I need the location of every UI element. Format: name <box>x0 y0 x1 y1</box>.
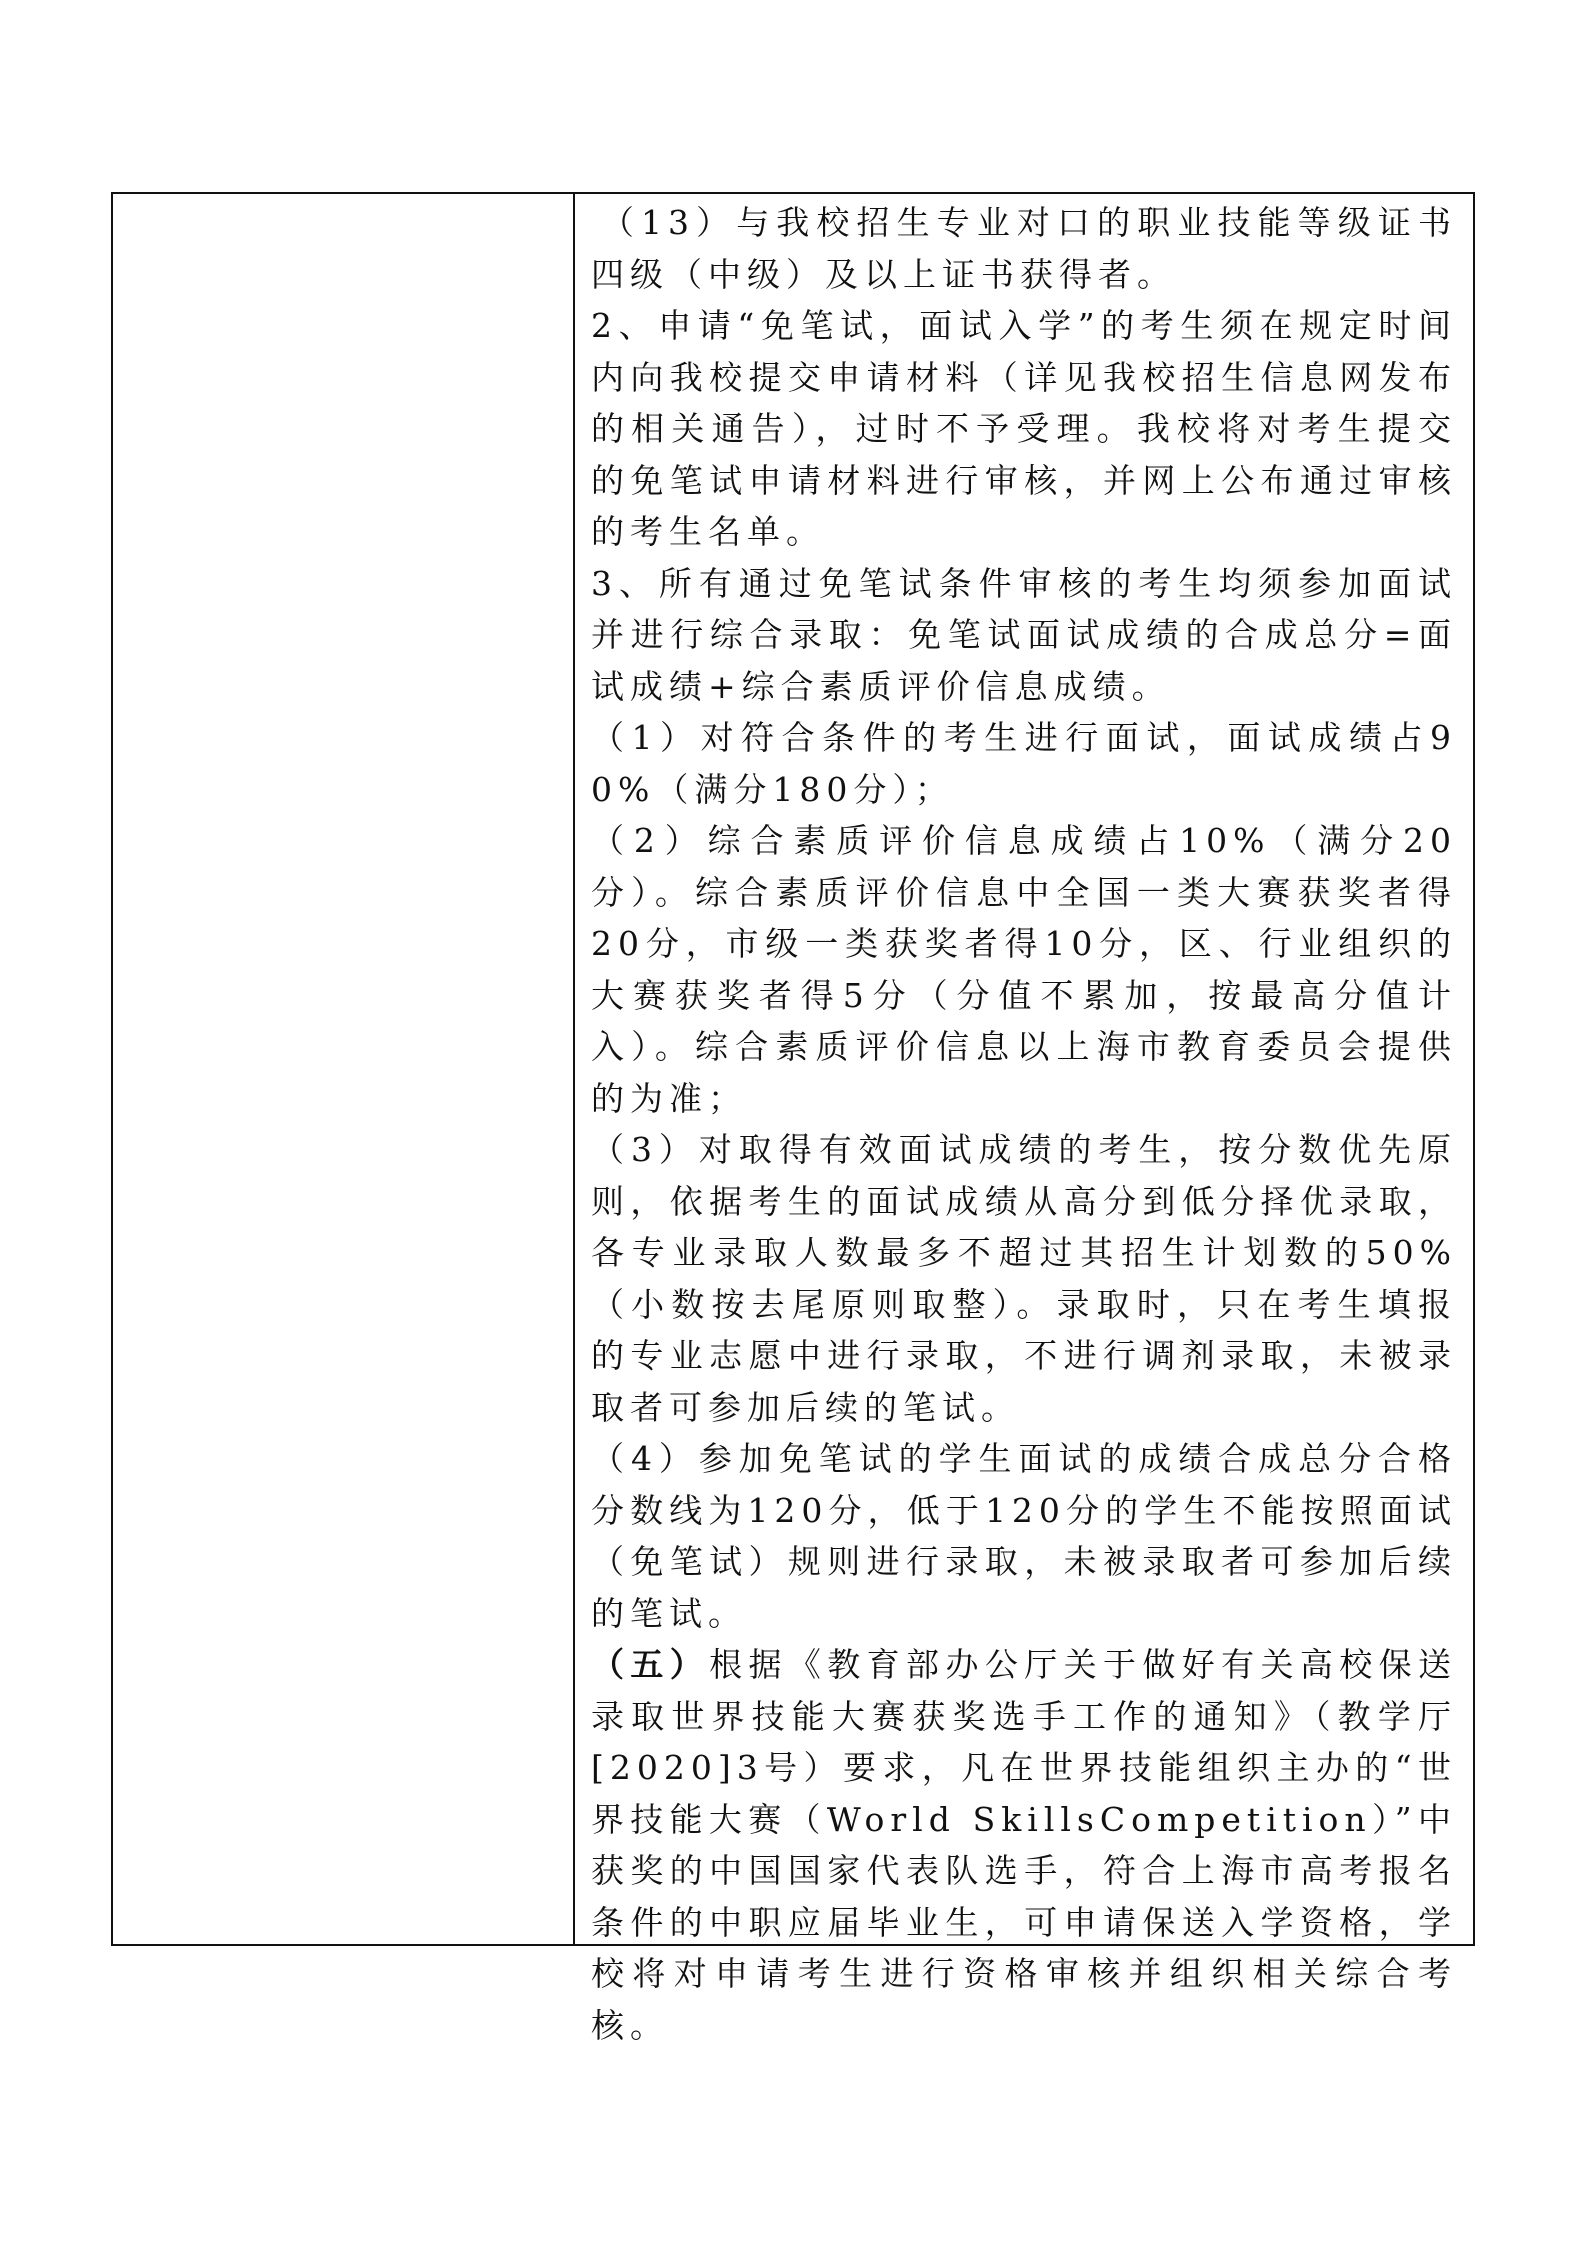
paragraph-comprehensive-admission: 3、所有通过免笔试条件审核的考生均须参加面试并进行综合录取：免笔试面试成绩的合成总分=面试成绩+综合素质评价信息成绩。 <box>591 563 1457 706</box>
table-left-cell <box>113 194 575 1944</box>
content-table <box>111 192 1475 2045</box>
paragraph-section-5 <box>591 1639 1457 2051</box>
paragraph-passing-line: （4）参加免笔试的学生面试的成绩合成总分合格分数线为120分，低于120分的学生不能按照面试（免笔试）规则进行录取，未被录取者可参加后续的笔试。 <box>591 1439 1457 1633</box>
paragraph-quality-evaluation: （2）综合素质评价信息成绩占10%（满分20分）。综合素质评价信息中全国一类大赛获奖者得20分，市级一类获奖者得10分，区、行业组织的大赛获奖者得5分（分值不累加，按最高分值计入）。综合素质评价信息以上海市教育委员会提供的为准； <box>591 821 1457 1118</box>
paragraph-interview-score: （1）对符合条件的考生进行面试，面试成绩占90%（满分180分）； <box>591 718 1457 809</box>
section-5-text: 根据《教育部办公厅关于做好有关高校保送录取世界技能大赛获奖选手工作的通知》（教学厅[2020]3号）要求，凡在世界技能组织主办的“世界技能大赛（World SkillsCompetition）”中获奖的中国国家代表队选手，符合上海市高考报名条件的中职应届毕业生，可申请保送入学资格，学校将对申请考生进行资格审核并组织相关综合考核。 <box>591 1645 1458 2045</box>
paragraph-item-13: （13）与我校招生专业对口的职业技能等级证书四级（中级）及以上证书获得者。 <box>591 203 1457 294</box>
section-5-heading: （五） <box>591 1645 710 1684</box>
paragraph-admission-rule: （3）对取得有效面试成绩的考生，按分数优先原则，依据考生的面试成绩从高分到低分择优录取，各专业录取人数最多不超过其招生计划数的50%（小数按去尾原则取整）。录取时，只在考生填报的专业志愿中进行录取，不进行调剂录取，未被录取者可参加后续的笔试。 <box>591 1130 1457 1427</box>
table-right-cell <box>575 194 1473 2045</box>
paragraph-application: 2、申请“免笔试，面试入学”的考生须在规定时间内向我校提交申请材料（详见我校招生信息网发布的相关通告），过时不予受理。我校将对考生提交的免笔试申请材料进行审核，并网上公布通过审核的考生名单。 <box>591 306 1457 551</box>
